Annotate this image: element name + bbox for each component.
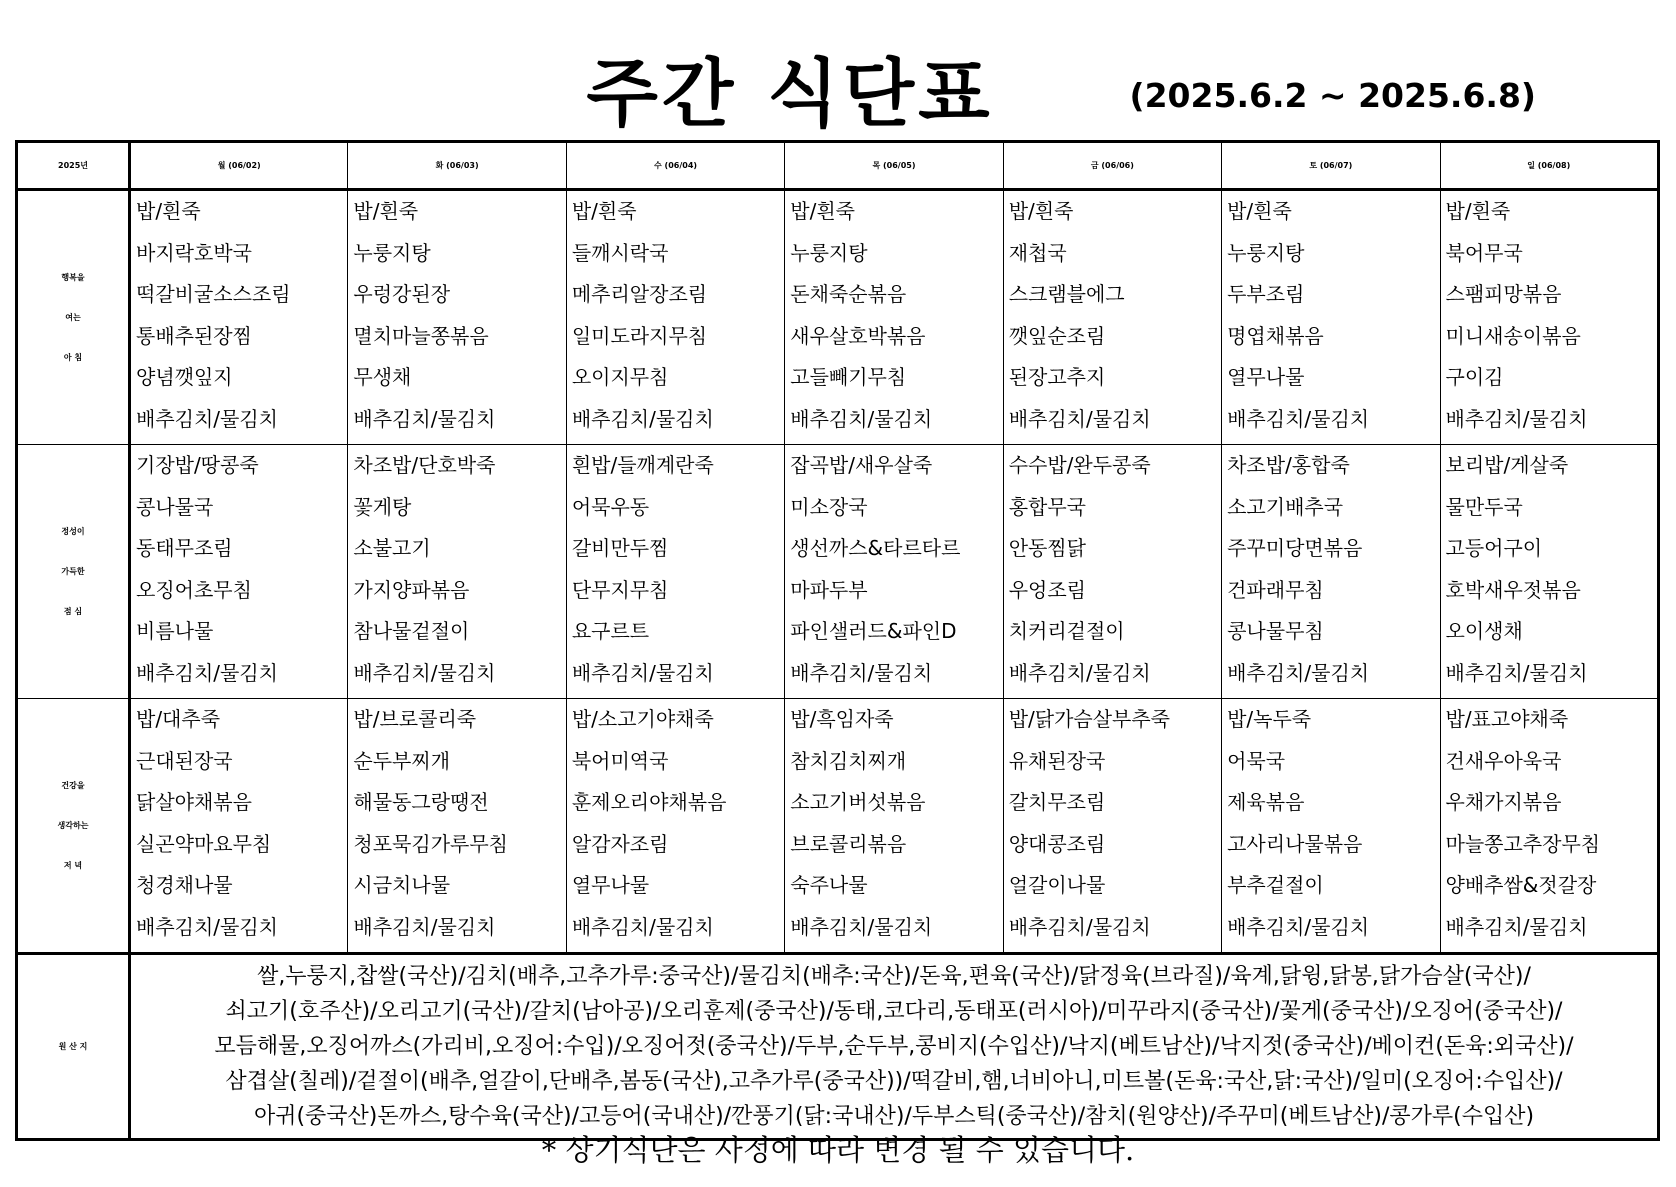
- dish-list: [1222, 699, 1439, 952]
- dish-item: 배추김치/물김치: [136, 660, 278, 685]
- day-menu-cell: [1440, 699, 1658, 954]
- dish-item: 건파래무침: [1227, 577, 1324, 602]
- dish-item: 배추김치/물김치: [1227, 914, 1370, 939]
- meal-label-line: 아 침: [63, 352, 83, 362]
- origin-line: 모듬해물,오징어까스(가리비,오징어:수입)/오징어젓(중국산)/두부,순두부,콩비지(수입산)/낙지(베트남산)/낙지젓(중국산)/베이컨(돈육:외국산)/: [214, 1034, 1574, 1059]
- dish-item: 스팸피망볶음: [1445, 282, 1562, 306]
- origin-label: [17, 954, 130, 1140]
- dish-item: 동태무조림: [136, 536, 233, 560]
- dish-item: 밥/흰죽: [1227, 199, 1292, 223]
- dish-item: 참나물겉절이: [353, 619, 470, 643]
- breakfast-row: [17, 190, 1659, 445]
- dish-item: 들깨시락국: [571, 240, 669, 265]
- origin-label-text: 원 산 지: [58, 1041, 88, 1051]
- change-notice: * 상기식단은 사정에 따라 변경 될 수 있습니다.: [541, 1133, 1135, 1167]
- dish-item: 알감자조림: [571, 831, 669, 856]
- day-menu-cell: [130, 190, 348, 445]
- origin-line: 쇠고기(호주산)/오리고기(국산)/갈치(남아공)/오리훈제(중국산)/동태,코다리,동태포(러시아)/미꾸라지(중국산)/꽃게(중국산)/오징어(중국산)/: [225, 999, 1563, 1024]
- dish-item: 실곤약마요무침: [136, 831, 272, 856]
- dish-item: 미니새송이볶음: [1445, 323, 1581, 348]
- dish-item: 배추김치/물김치: [1227, 660, 1370, 685]
- dish-item: 배추김치/물김치: [1445, 660, 1588, 685]
- day-menu-cell: [566, 190, 784, 445]
- meal-label: [17, 445, 130, 699]
- dish-item: 오이생채: [1445, 619, 1523, 643]
- dish-item: 우렁강된장: [353, 282, 451, 306]
- day-menu-cell: [348, 445, 566, 699]
- dish-item: 우엉조림: [1008, 577, 1086, 602]
- dish-item: 미소장국: [790, 494, 868, 519]
- day-header-wed: 수 (06/04): [566, 142, 784, 190]
- dish-list: [1222, 445, 1439, 698]
- day-menu-cell: [566, 699, 784, 954]
- weekly-menu-table: [15, 140, 1660, 1141]
- dish-item: 제육볶음: [1227, 790, 1305, 814]
- dish-item: 차조밥/단호박죽: [353, 453, 496, 477]
- dish-item: 재첩국: [1008, 240, 1067, 265]
- dish-item: 배추김치/물김치: [1008, 660, 1151, 685]
- meal-label-line: 건강을: [61, 780, 85, 790]
- page-title: 주간 식단표: [586, 51, 994, 137]
- day-header-thu: 목 (06/05): [785, 142, 1003, 190]
- dish-item: 고들빼기무침: [790, 365, 907, 389]
- day-menu-cell: [130, 445, 348, 699]
- dish-item: 소고기버섯볶음: [790, 790, 926, 814]
- day-menu-cell: [1003, 445, 1221, 699]
- dish-item: 어묵우동: [571, 494, 650, 519]
- dish-item: 청경채나물: [136, 873, 233, 897]
- dish-item: 치커리겉절이: [1008, 619, 1125, 643]
- dish-item: 밥/흑임자죽: [790, 707, 894, 731]
- dish-item: 누룽지탕: [1227, 240, 1305, 265]
- origin-row: [17, 954, 1659, 1140]
- dish-item: 밥/흰죽: [136, 199, 201, 223]
- day-menu-cell: [785, 190, 1003, 445]
- dish-item: 밥/흰죽: [790, 199, 855, 223]
- meal-label-line: 여는: [65, 312, 81, 322]
- dish-item: 시금치나물: [353, 873, 451, 897]
- dish-list: [567, 445, 784, 698]
- meal-label-line: 점 심: [63, 606, 83, 616]
- dish-item: 밥/대추죽: [136, 707, 221, 731]
- dish-item: 근대된장국: [136, 748, 233, 773]
- dish-item: 깻잎순조림: [1008, 323, 1106, 348]
- dish-item: 배추김치/물김치: [136, 914, 278, 939]
- dish-list: [785, 191, 1002, 444]
- dish-item: 단무지무침: [571, 577, 669, 602]
- meal-label-line: 정성이: [61, 526, 85, 536]
- dish-list: [1441, 445, 1657, 698]
- dish-item: 참치김치찌개: [790, 748, 907, 773]
- dish-item: 비름나물: [136, 619, 214, 643]
- dish-list: [1004, 445, 1221, 698]
- day-menu-cell: [1440, 190, 1658, 445]
- day-menu-cell: [1440, 445, 1658, 699]
- dish-item: 양념깻잎지: [136, 365, 233, 389]
- dish-item: 해물동그랑땡전: [353, 790, 489, 814]
- dish-item: 브로콜리볶음: [790, 831, 907, 856]
- dish-item: 두부조림: [1227, 282, 1305, 306]
- dish-item: 건새우아욱국: [1445, 748, 1562, 773]
- dish-list: [1004, 191, 1221, 444]
- dish-item: 멸치마늘쫑볶음: [353, 323, 489, 348]
- dish-list: [131, 191, 347, 444]
- origin-line: 아귀(중국산)돈까스,탕수육(국산)/고등어(국내산)/깐풍기(닭:국내산)/두부스틱(중국산)/참치(원양산)/주꾸미(베트남산)/콩가루(수입산): [253, 1104, 1535, 1129]
- dish-item: 꽃게탕: [353, 494, 412, 519]
- dish-item: 떡갈비굴소스조림: [136, 282, 291, 306]
- origin-info: [130, 954, 1659, 1140]
- dish-item: 물만두국: [1445, 494, 1523, 519]
- dish-item: 배추김치/물김치: [353, 660, 496, 685]
- dish-item: 밥/닭가슴살부추죽: [1008, 707, 1170, 731]
- dish-item: 새우살호박볶음: [790, 323, 926, 348]
- dish-list: [567, 191, 784, 444]
- day-menu-cell: [566, 445, 784, 699]
- dish-item: 콩나물무침: [1227, 619, 1324, 643]
- dish-list: [348, 445, 565, 698]
- dish-item: 누룽지탕: [353, 240, 431, 265]
- dish-list: [785, 699, 1002, 952]
- day-header-tue: 화 (06/03): [348, 142, 566, 190]
- dish-item: 밥/흰죽: [353, 199, 419, 223]
- dish-item: 흰밥/들깨계란죽: [571, 453, 714, 477]
- dish-item: 밥/소고기야채죽: [571, 707, 714, 731]
- meal-label-line: 생각하는: [57, 820, 89, 830]
- dish-item: 마늘쫑고추장무침: [1445, 831, 1601, 856]
- dish-item: 누룽지탕: [790, 240, 868, 265]
- meal-label-line: 가득한: [61, 566, 85, 576]
- dish-item: 배추김치/물김치: [790, 406, 933, 431]
- dish-item: 오이지무침: [571, 365, 669, 389]
- dish-item: 배추김치/물김치: [353, 914, 496, 939]
- day-menu-cell: [1003, 699, 1221, 954]
- dish-item: 닭살야채볶음: [136, 790, 252, 814]
- dish-item: 일미도라지무침: [571, 323, 708, 348]
- dish-item: 마파두부: [790, 577, 868, 602]
- dish-item: 돈채죽순볶음: [790, 282, 907, 306]
- header-row: [17, 142, 1659, 190]
- dish-item: 배추김치/물김치: [790, 660, 933, 685]
- dish-item: 배추김치/물김치: [136, 406, 278, 431]
- dish-item: 밥/녹두죽: [1227, 707, 1312, 731]
- dish-item: 배추김치/물김치: [571, 914, 714, 939]
- dish-item: 유채된장국: [1008, 748, 1106, 773]
- dish-item: 기장밥/땅콩죽: [136, 453, 259, 477]
- dish-item: 고사리나물볶음: [1227, 831, 1363, 856]
- day-header-fri: 금 (06/06): [1003, 142, 1221, 190]
- dish-item: 주꾸미당면볶음: [1227, 536, 1363, 560]
- origin-line: 삼겹살(칠레)/겉절이(배추,얼갈이,단배추,봄동(국산),고추가루(중국산))/떡갈비,햄,너비아니,미트볼(돈육:국산,닭:국산)/일미(오징어:수입산)/: [225, 1069, 1563, 1094]
- dish-item: 북어무국: [1445, 240, 1523, 265]
- dinner-row: [17, 699, 1659, 954]
- dish-item: 갈치무조림: [1008, 790, 1106, 814]
- meal-label: [17, 699, 130, 954]
- dish-item: 우채가지볶음: [1445, 790, 1562, 814]
- day-menu-cell: [1222, 699, 1440, 954]
- dish-item: 배추김치/물김치: [790, 914, 933, 939]
- dish-item: 갈비만두찜: [571, 536, 669, 560]
- day-menu-cell: [1222, 190, 1440, 445]
- day-menu-cell: [348, 190, 566, 445]
- dish-item: 숙주나물: [790, 873, 868, 897]
- dish-item: 양대콩조림: [1008, 831, 1106, 856]
- dish-item: 북어미역국: [571, 748, 669, 773]
- dish-item: 잡곡밥/새우살죽: [790, 453, 933, 477]
- meal-label-line: 행복을: [61, 272, 85, 282]
- day-header-mon: 월 (06/02): [130, 142, 348, 190]
- dish-item: 무생채: [353, 365, 412, 389]
- dish-list: [1441, 699, 1657, 952]
- dish-item: 홍합무국: [1008, 494, 1086, 519]
- dish-item: 통배추된장찜: [136, 323, 252, 348]
- origin-line: 쌀,누룽지,찹쌀(국산)/김치(배추,고추가루:중국산)/물김치(배추:국산)/돈육,편육(국산)/닭정육(브라질)/육계,닭윙,닭봉,닭가슴살(국산)/: [257, 964, 1531, 989]
- dish-item: 배추김치/물김치: [353, 406, 496, 431]
- dish-item: 구이김: [1445, 365, 1504, 389]
- dish-item: 열무나물: [571, 873, 650, 897]
- dish-list: [1004, 699, 1221, 952]
- dish-item: 고등어구이: [1445, 536, 1543, 560]
- dish-item: 순두부찌개: [353, 748, 451, 773]
- lunch-row: [17, 445, 1659, 699]
- day-menu-cell: [785, 699, 1003, 954]
- dish-item: 배추김치/물김치: [1227, 406, 1370, 431]
- dish-list: [348, 699, 565, 952]
- dish-list: [131, 699, 347, 952]
- dish-item: 생선까스&타르타르: [790, 536, 961, 560]
- dish-item: 청포묵김가루무침: [353, 831, 508, 856]
- dish-item: 수수밥/완두콩죽: [1008, 453, 1151, 477]
- dish-item: 소불고기: [353, 536, 431, 560]
- dish-list: [348, 191, 565, 444]
- year-header: 2025년: [17, 142, 130, 190]
- dish-item: 된장고추지: [1008, 365, 1106, 389]
- dish-item: 밥/흰죽: [1445, 199, 1511, 223]
- dish-item: 안동찜닭: [1008, 536, 1086, 560]
- dish-item: 밥/흰죽: [571, 199, 637, 223]
- dish-item: 소고기배추국: [1227, 494, 1344, 519]
- dish-item: 밥/표고야채죽: [1445, 707, 1569, 731]
- dish-item: 배추김치/물김치: [1008, 914, 1151, 939]
- dish-list: [785, 445, 1002, 698]
- day-header-sat: 토 (06/07): [1222, 142, 1440, 190]
- dish-item: 어묵국: [1227, 748, 1286, 773]
- date-range: (2025.6.2 ~ 2025.6.8): [1129, 76, 1536, 115]
- dish-item: 메추리알장조림: [571, 282, 708, 306]
- day-menu-cell: [1003, 190, 1221, 445]
- dish-item: 호박새우젓볶음: [1445, 577, 1581, 602]
- dish-item: 배추김치/물김치: [1008, 406, 1151, 431]
- meal-label-line: 저 녁: [63, 860, 83, 870]
- dish-item: 스크램블에그: [1008, 282, 1125, 306]
- day-menu-cell: [1222, 445, 1440, 699]
- dish-item: 차조밥/홍합죽: [1227, 453, 1350, 477]
- dish-item: 배추김치/물김치: [571, 660, 714, 685]
- dish-item: 파인샐러드&파인D: [790, 619, 957, 643]
- meal-label: [17, 190, 130, 445]
- dish-list: [1222, 191, 1439, 444]
- dish-item: 양배추쌈&젓갈장: [1445, 873, 1597, 897]
- dish-item: 콩나물국: [136, 494, 214, 519]
- dish-item: 얼갈이나물: [1008, 873, 1106, 897]
- dish-item: 배추김치/물김치: [571, 406, 714, 431]
- dish-item: 배추김치/물김치: [1445, 914, 1588, 939]
- day-menu-cell: [785, 445, 1003, 699]
- dish-item: 훈제오리야채볶음: [571, 790, 727, 814]
- dish-item: 열무나물: [1227, 365, 1305, 389]
- dish-item: 명엽채볶음: [1227, 323, 1324, 348]
- day-header-sun: 일 (06/08): [1440, 142, 1658, 190]
- dish-item: 밥/브로콜리죽: [353, 707, 477, 731]
- dish-item: 바지락호박국: [136, 240, 252, 265]
- dish-list: [131, 445, 347, 698]
- dish-item: 오징어초무침: [136, 577, 252, 602]
- dish-item: 요구르트: [571, 619, 650, 643]
- dish-item: 부추겉절이: [1227, 873, 1324, 897]
- dish-list: [1441, 191, 1657, 444]
- dish-item: 배추김치/물김치: [1445, 406, 1588, 431]
- dish-item: 가지양파볶음: [353, 577, 470, 602]
- dish-item: 밥/흰죽: [1008, 199, 1074, 223]
- day-menu-cell: [130, 699, 348, 954]
- day-menu-cell: [348, 699, 566, 954]
- dish-item: 보리밥/게살죽: [1445, 453, 1569, 477]
- dish-list: [567, 699, 784, 952]
